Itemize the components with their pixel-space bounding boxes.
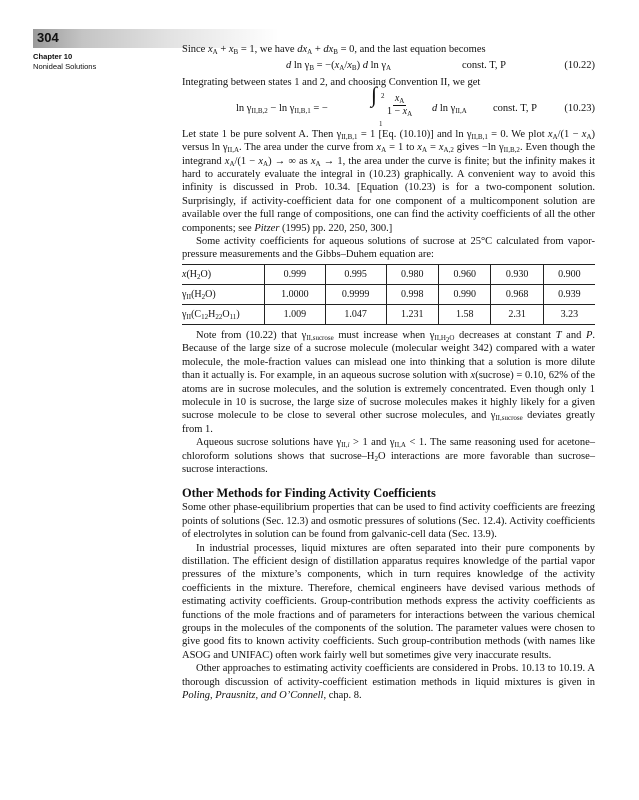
chapter-label: Chapter 10 bbox=[33, 52, 73, 61]
table-row bbox=[182, 304, 595, 324]
table-cell: 0.960 bbox=[438, 264, 490, 284]
table-row-label: $\gamma_{II}(H_2O)$ bbox=[182, 288, 216, 301]
paragraph-integrating: Integrating between states 1 and 2, and choosing Convention II, we get bbox=[182, 77, 481, 89]
page-number: 304 bbox=[37, 30, 59, 45]
table-cell: 3.23 bbox=[543, 304, 595, 324]
section-heading: Other Methods for Finding Activity Coefficients bbox=[182, 486, 436, 501]
paragraph-intro: Since $x_A + x_B = 1$, we have $dx_A + dx_B = 0$, and the last equation becomes bbox=[182, 44, 486, 56]
table-cell: 1.58 bbox=[438, 304, 490, 324]
table-cell: 2.31 bbox=[491, 304, 543, 324]
chapter-title: Nonideal Solutions bbox=[33, 62, 97, 71]
table-row bbox=[182, 284, 595, 304]
table-row-label: $x(H_2O)$ bbox=[182, 268, 212, 281]
eq-10-22-condition: const. T, P bbox=[462, 60, 506, 72]
table-cell: 1.009 bbox=[265, 304, 326, 324]
table-cell: 0.900 bbox=[543, 264, 595, 284]
table-cell: 1.231 bbox=[386, 304, 438, 324]
table-cell: 0.968 bbox=[491, 284, 543, 304]
paragraph-other-methods: Some other phase-equilibrium properties that can be used to find activity coefficients are freezing points of solutions (Sec. 12.3) and osmotic pressures of solutions (Sec. 12.4). Activity coefficients of electrolytes in solution can be found from galvanic-cell data (Sec. 13.9). bbox=[182, 502, 595, 541]
table-row-label: $\gamma_{II}(C_{12}H_{22}O_{11})$ bbox=[182, 308, 240, 321]
chapter-header bbox=[33, 52, 96, 72]
eq-10-23-number: (10.23) bbox=[564, 102, 595, 114]
table-cell: 0.980 bbox=[386, 264, 438, 284]
paragraph-industrial: In industrial processes, liquid mixtures are often separated into their pure components by distillation. The efficient design of distillation apparatus requires knowledge of the partial vapor pressures of the mixture’s components, which in turn requires knowledge of the activity coefficients in the mixture. Therefore, chemical engineers have devised various methods of estimating activity coefficients. Group-contribution methods express the activity coefficients as functions of the mole fractions and of parameters for interactions between the various chemical groups in the molecules of the components of the solution. The parameter values were chosen to give good fits to known activity coefficients. Such group-contribution methods (with names like ASOG and UNIFAC) often work fairly well but sometimes give very inaccurate results. bbox=[182, 542, 595, 661]
eq-10-22-number: (10.22) bbox=[564, 60, 595, 72]
table-cell: 0.930 bbox=[491, 264, 543, 284]
table-cell: 0.999 bbox=[265, 264, 326, 284]
eq-10-23-condition: const. T, P bbox=[493, 102, 537, 114]
table-cell: 1.047 bbox=[325, 304, 386, 324]
page-body bbox=[182, 43, 595, 702]
paragraph-sucrose-intro: Some activity coefficients for aqueous solutions of sucrose at 25°C calculated from vapor-pressure measurements and the Gibbs–Duhem equation are: bbox=[182, 236, 595, 261]
activity-coefficient-table bbox=[182, 264, 595, 325]
paragraph-let-state: Let state 1 be pure solvent A. Then $\gamma_{II,B,1} = 1$ [Eq. (10.10)] and $\ln \gamma_{II,B,1} = 0$. We plot $x_A/(1 - x_A)$ versus $\ln \gamma_{II,A}$. The area under the curve from $x_A = 1$ to $x_A = x_{A,2}$ gives −ln $\gamma_{II,B,2}$. Even though the integrand $x_A/(1 - x_A)$ → ∞ as $x_A \to 1$, the area under the curve is finite; but the infinity makes it hard to accurately evaluate the integral in (10.23) graphically. A convenient way to avoid this infinity is discussed in Prob. 10.34. [Equation (10.23) is for a two-component solution. Surprisingly, if activity-coefficient data for one component of a multicomponent solution are available over the full range of compositions, one can find the activity coefficients of all the other components; see Pitzer (1995) pp. 220, 250, 300.] bbox=[182, 128, 596, 234]
table-row bbox=[182, 264, 595, 284]
paragraph-aqueous: Aqueous sucrose solutions have $\gamma_{II,i} > 1$ and $\gamma_{II,A} < 1$. The same reasoning used for acetone–chloroform solutions shows that sucrose–$H_2O$ interactions are more favorable than sucrose–sucrose interactions. bbox=[182, 437, 596, 475]
equation-10-23: $\ln \gamma_{II,B,2} - \ln \gamma_{II,B,1}$ = − ∫ 2 1 $\frac{x_A}{1 - x_A}$ d $\ln \gamma_{II,A}$ const. T, P (10.23) bbox=[236, 81, 595, 128]
equation-10-22: d $\ln \gamma_B = -(x_A/x_B)$ d $\ln \gamma_A$ const. T, P (10.22) bbox=[286, 60, 595, 73]
paragraph-other-approaches: Other approaches to estimating activity coefficients are considered in Probs. 10.13 to 10.19. A thorough discussion of activity-coefficient estimation methods in liquid mixtures is given in Poling, Prausnitz, and O’Connell, chap. 8. bbox=[182, 663, 595, 702]
table-cell: 0.998 bbox=[386, 284, 438, 304]
table-cell: 0.990 bbox=[438, 284, 490, 304]
table-cell: 0.995 bbox=[325, 264, 386, 284]
paragraph-note: Note from (10.22) that $\gamma_{II,sucrose}$ must increase when $\gamma_{II,H_2O}$ decreases at constant T and P. Because of the large size of a sucrose molecule (molecular weight 342) compared with a water molecule, the mole-fraction values can mislead one into thinking that a solution is more dilute than it actually is. For example, in an aqueous sucrose solution with x(sucrose) = 0.10, 62% of the atoms are in sucrose molecules, and the solution is extremely concentrated. Even though only 1 molecule in 10 is sucrose, the large size of sucrose molecules makes it highly likely for a given sucrose molecule to be close to several other sucrose molecules, and $\gamma_{II,sucrose}$ deviates greatly from 1. bbox=[182, 329, 596, 435]
table-cell: 1.0000 bbox=[265, 284, 326, 304]
table-cell: 0.939 bbox=[543, 284, 595, 304]
table-cell: 0.9999 bbox=[325, 284, 386, 304]
